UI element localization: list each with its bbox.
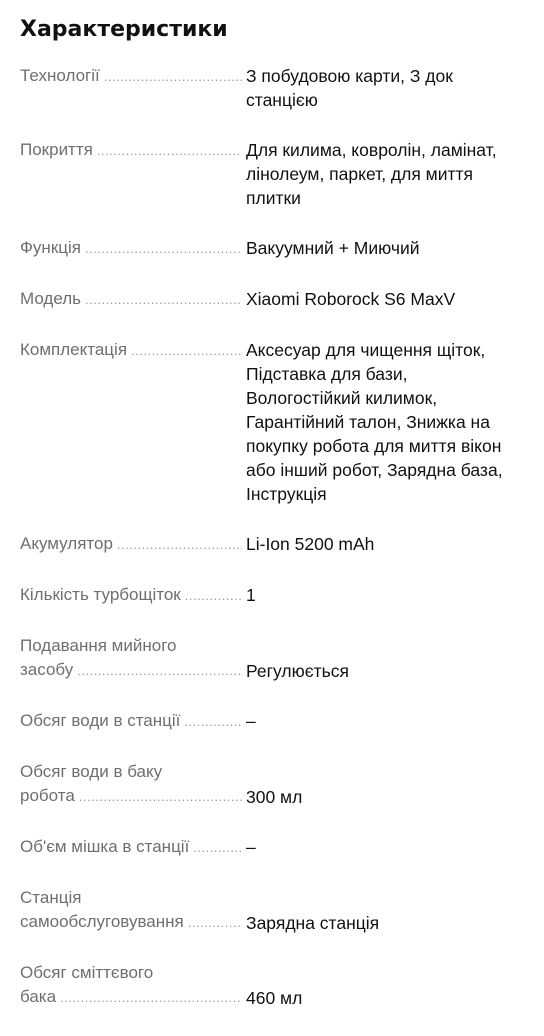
dotted-leader: [85, 237, 242, 261]
dotted-leader: [184, 710, 242, 734]
spec-label: [20, 961, 246, 1010]
spec-label: [20, 236, 246, 261]
spec-row-detergent-supply: [20, 634, 524, 683]
spec-label: [20, 709, 246, 734]
spec-value: Регулюється: [246, 661, 350, 681]
dotted-leader: [193, 836, 242, 860]
spec-value: Li-Ion 5200 mAh: [246, 534, 375, 554]
dotted-leader: [85, 288, 242, 312]
spec-value: Вакуумний + Миючий: [246, 238, 420, 258]
dotted-leader: [188, 911, 242, 935]
spec-label-text: самообслуговування: [20, 912, 184, 931]
spec-label: [20, 287, 246, 312]
spec-value: Зарядна станція: [246, 913, 380, 933]
spec-label: [20, 634, 246, 683]
spec-label-text: Акумулятор: [20, 534, 113, 553]
specs-list: [20, 64, 524, 1036]
spec-label-text: Функція: [20, 238, 81, 257]
dotted-leader: [104, 65, 242, 89]
spec-label-text: Комплектація: [20, 340, 128, 359]
spec-row-dust-bin: [20, 961, 524, 1010]
spec-label-first-line: Станція: [20, 888, 82, 907]
spec-label-text: Кількість турбощіток: [20, 585, 181, 604]
spec-value: –: [246, 711, 256, 731]
spec-label-text: засобу: [20, 660, 74, 679]
spec-label-text: Технології: [20, 66, 100, 85]
dotted-leader: [117, 533, 242, 557]
spec-value: 460 мл: [246, 988, 303, 1008]
spec-value: –: [246, 837, 256, 857]
spec-value: Для килима, ковролін, ламінат, лінолеум, паркет, для миття плитки: [246, 140, 497, 208]
spec-row-self-service-station: [20, 886, 524, 935]
spec-label-first-line: Подавання мийного: [20, 636, 177, 655]
dotted-leader: [77, 659, 242, 683]
spec-label: [20, 64, 246, 89]
spec-label: [20, 583, 246, 608]
spec-value: Аксесуар для чищення щіток, Підставка для бази, Вологостійкий килимок, Гарантійний талон, Знижка на покупку робота для миття вікон або інший робот, Зарядна база, Інструкція: [246, 340, 503, 504]
spec-row-station-bag: [20, 835, 524, 860]
spec-row-battery: [20, 532, 524, 557]
spec-row-model: [20, 287, 524, 312]
section-title: Характеристики: [20, 17, 228, 42]
spec-label-text: Об'єм мішка в станції: [20, 837, 190, 856]
spec-label-text: робота: [20, 786, 75, 805]
spec-label: [20, 835, 246, 860]
spec-value: 1: [246, 585, 256, 605]
dotted-leader: [131, 339, 242, 363]
spec-row-turbo-brushes: [20, 583, 524, 608]
spec-label: [20, 138, 246, 163]
spec-label: [20, 338, 246, 363]
spec-value: 300 мл: [246, 787, 303, 807]
dotted-leader: [79, 785, 242, 809]
dotted-leader: [97, 139, 242, 163]
spec-label-text: Покриття: [20, 140, 93, 159]
spec-row-robot-water-tank: [20, 760, 524, 809]
spec-value: Xiaomi Roborock S6 MaxV: [246, 289, 456, 309]
spec-label-first-line: Обсяг сміттєвого: [20, 963, 154, 982]
spec-label: [20, 760, 246, 809]
spec-value: З побудовою карти, З док станцією: [246, 66, 453, 110]
spec-label-text: Модель: [20, 289, 82, 308]
spec-row-coverage: [20, 138, 524, 210]
spec-label-first-line: Обсяг води в баку: [20, 762, 163, 781]
dotted-leader: [185, 584, 242, 608]
spec-row-package: [20, 338, 524, 506]
dotted-leader: [60, 986, 242, 1010]
spec-label: [20, 532, 246, 557]
spec-row-function: [20, 236, 524, 261]
spec-label-text: Обсяг води в станції: [20, 711, 181, 730]
spec-row-technologies: [20, 64, 524, 112]
spec-label: [20, 886, 246, 935]
spec-row-station-water: [20, 709, 524, 734]
spec-label-text: бака: [20, 987, 57, 1006]
